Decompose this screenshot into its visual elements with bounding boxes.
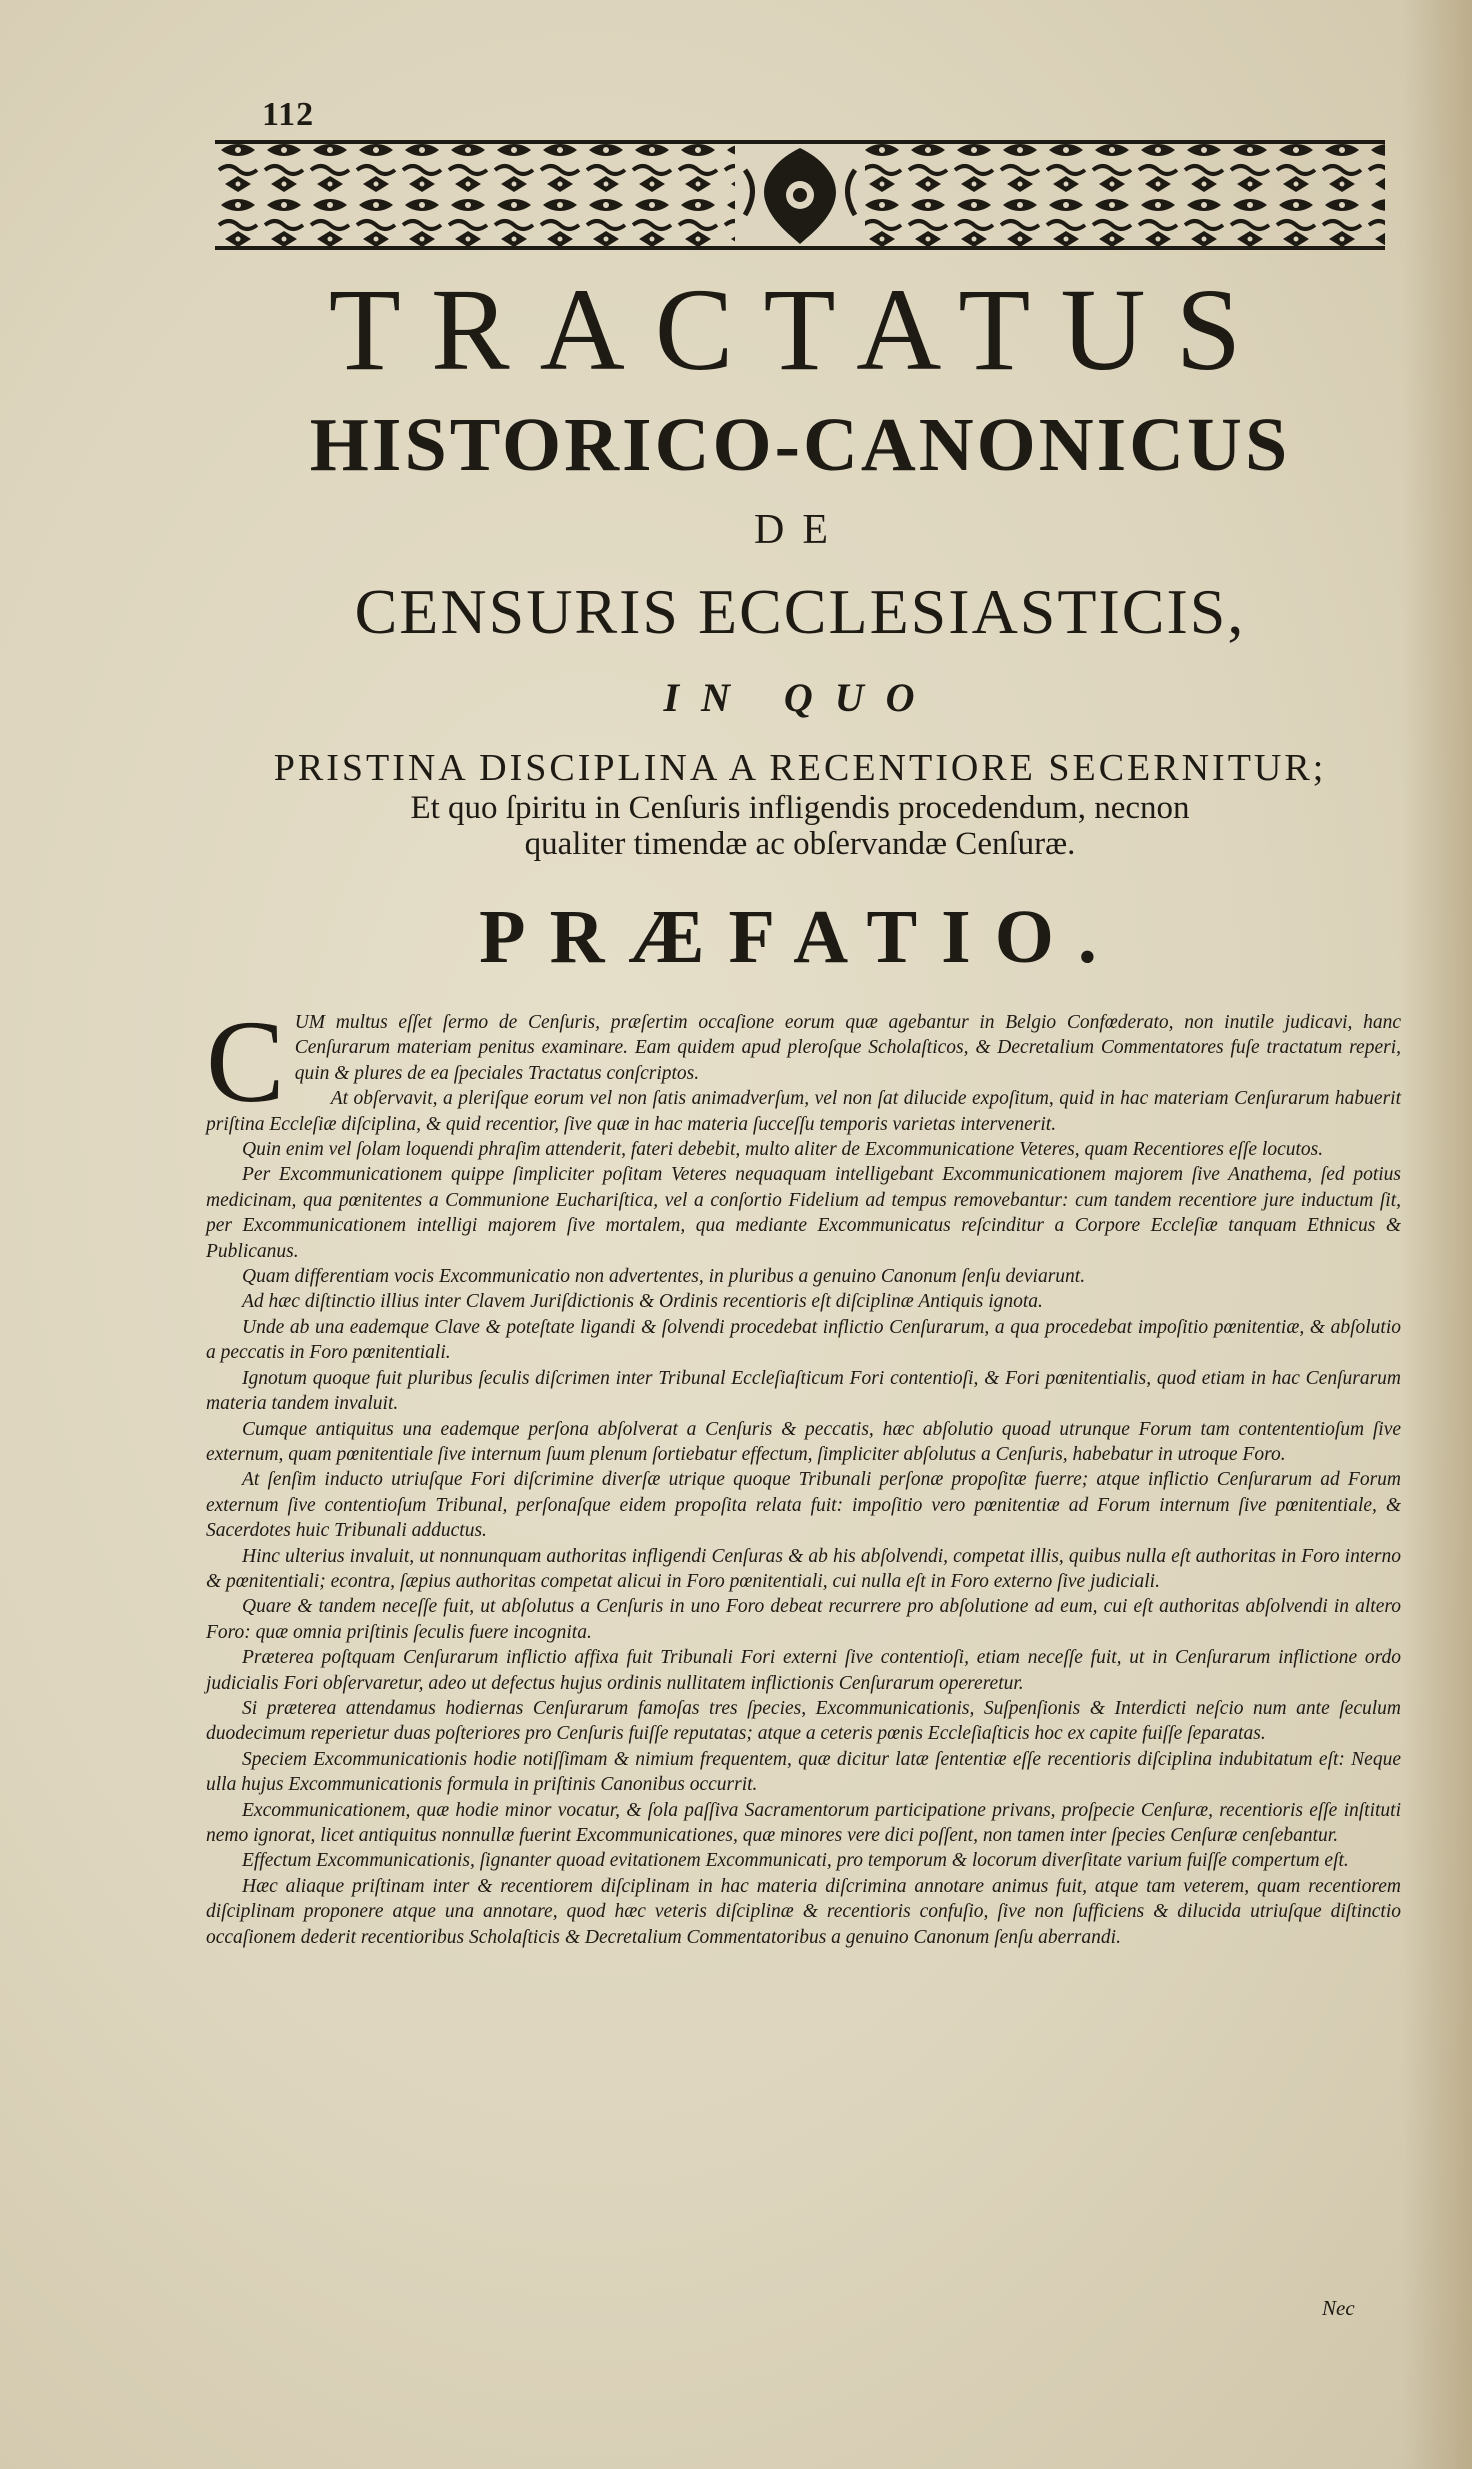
paragraph-1: CUM multus eſſet ſermo de Cenſuris, præſertim occaſione eorum quæ agebantur in Belgio Confœderato, non inutile judicavi, hanc Cenſurarum materiam penitus examinare. Eam quidem apud pleroſque Scholaſticos, & Decretalium Commentatores fuſe tractatum reperi, quin & plures de ea ſpeciales Tractatus conſcriptos. — [206, 996, 1401, 1127]
paragraph-14: Si præterea attendamus hodiernas Cenſurarum famoſas tres ſpecies, Excommunicationis, Suſpenſionis & Interdicti neſcio num ante ſeculum duodecimum reperietur duas poſteriores pro Cenſuris fuiſſe reputatas; atque a ceteris pœnis Eccleſiaſticis hoc ex capite fuiſſe ſeparatas. — [206, 1697, 1401, 1745]
title-historico-canonicus: HISTORICO-CANONICUS — [309, 403, 1291, 487]
page-number: 112 — [262, 96, 315, 133]
subtitle-pristina: PRISTINA DISCIPLINA A RECENTIORE SECERNITUR; — [273, 747, 1327, 789]
paragraph-12: Quare & tandem neceſſe fuit, ut abſolutus a Cenſuris in uno Foro debeat recurrere pro abſolutione ad eum, cui eſt authoritas abſolvendi in altero Foro: quæ omnia priſtinis ſeculis fuere incognita. — [206, 1596, 1401, 1643]
preface-text — [206, 996, 1401, 1950]
paragraph-7: Unde ab una eademque Clave & poteſtate ligandi & ſolvendi procedebat inflictio Cenſurarum, a qua procedebat impoſitio pœnitentiæ, & abſolutio a peccatis in Foro pœnitentiali. — [206, 1316, 1401, 1364]
paragraph-4: Per Excommunicationem quippe ſimpliciter poſitam Veteres nequaquam intelligebant Excommunicationem majorem ſive Anathema, ſed potius medicinam, qua pœnitentes a Communione Euchariſtica, vel a conſortio Fidelium ad tempus removebantur: cum tandem recentiore jure inductum ſit, per Excommunicationem intelligi majorem ſive mortalem, qua mediante Excommunicatus reſcinditur a Corpore Eccleſiæ tanquam Ethnicus & Publicanus. — [206, 1164, 1401, 1262]
heading-praefatio: PRÆFATIO. — [479, 895, 1121, 979]
paragraph-5: Quam differentiam vocis Excommunicatio non advertentes, in pluribus a genuino Canonum ſenſu deviarunt. — [242, 1266, 1086, 1288]
drop-cap: C — [206, 996, 285, 1127]
paragraph-3: Quin enim vel ſolam loquendi phraſim attenderit, fateri debebit, multo aliter de Excommunicatione Veteres, quam Recentiores eſſe locutos. — [242, 1139, 1324, 1161]
catchword: Nec — [1322, 2296, 1355, 2320]
paragraph-10: At ſenſim inducto utriuſque Fori diſcrimine diverſæ utrique quoque Tribunali perſonæ propoſitæ fuerre; atque inflictio Cenſurarum ad Forum externum ſive contentioſum Tribunal, perſonaſque eidem propoſita relata fuit: impoſitio vero pœnitentiæ ad Forum internum ſive pœnitentiale, & Sacerdotes huic Tribunali adductus. — [206, 1469, 1401, 1542]
title-tractatus: TRACTATUS — [328, 264, 1272, 395]
title-block — [200, 264, 1400, 982]
decorative-headpiece-icon — [215, 140, 1385, 250]
paragraph-8: Ignotum quoque fuit pluribus ſeculis diſcrimen inter Tribunal Eccleſiaſticum Fori contentioſi, & Fori pœnitentialis, quod etiam in hac Cenſurarum materia tandem invaluit. — [206, 1367, 1401, 1415]
paragraph-11: Hinc ulterius invaluit, ut nonnunquam authoritas infligendi Cenſuras & ab his abſolvendi, competat illis, quibus nulla eſt authoritas in Foro interno & pœnitentiali; econtra, ſæpius authoritas competat alicui in Foro pœnitentiali, cui nulla eſt in Foro externo ſive judiciali. — [206, 1545, 1401, 1592]
paragraph-13: Præterea poſtquam Cenſurarum inflictio affixa fuit Tribunali Fori externi ſive contentioſi, etiam neceſſe fuit, ut in Cenſurarum inflictione ordo judicialis Fori obſervaretur, adeo ut defectus hujus ordinis nullitatem inflictionis Cenſurarum opereretur. — [206, 1647, 1401, 1694]
paragraph-16: Excommunicationem, quæ hodie minor vocatur, & ſola paſſiva Sacramentorum participatione privans, proſpecie Cenſuræ, recentioris eſſe inſtituti nemo ignorat, licet antiquitus nonnullæ fuerint Excommunicationes, quæ minores vere dici poſſent, non tamen inter ſpecies Cenſuræ cenſebantur. — [206, 1799, 1401, 1846]
paragraph-2: At obſervavit, a pleriſque eorum vel non ſatis animadverſum, vel non ſat dilucide expoſitum, quid in hac materiam Cenſurarum habuerit priſtina Eccleſiæ diſciplina, & quid recentior, ſive quæ in hac materia ſucceſſu temporis varietas intervenerit. — [206, 1088, 1401, 1135]
title-de: DE — [754, 507, 846, 553]
paragraph-6: Ad hæc diſtinctio illius inter Clavem Juriſdictionis & Ordinis recentioris eſt diſciplinæ Antiquis ignota. — [242, 1291, 1043, 1313]
subtitle-spiritu: Et quo ſpiritu in Cenſuris infligendis procedendum, necnon — [410, 790, 1190, 826]
paragraph-17: Effectum Excommunicationis, ſignanter quoad evitationem Excommunicati, pro temporum & locorum diverſitate varium fuiſſe compertum eſt. — [242, 1850, 1349, 1872]
paragraph-15: Speciem Excommunicationis hodie notiſſimam & nimium frequentem, quæ dicitur latæ ſententiæ eſſe recentioris diſciplina indubitatum eſt: Neque ulla hujus Excommunicationis formula in priſtinis Canonibus occurrit. — [206, 1748, 1401, 1796]
title-censuris: CENSURIS ECCLESIASTICIS, — [354, 576, 1246, 647]
paragraph-9: Cumque antiquitus una eademque perſona abſolverat a Cenſuris & peccatis, hæc abſolutio quoad utrunque Forum tam contententioſum ſive externum, quam pœnitentiale ſive internum ſuum plenum ſortiebatur effectum, ſimpliciter abſolutus a Cenſuris, habebatur in utroque Foro. — [206, 1418, 1401, 1465]
title-in-quo: IN QUO — [663, 675, 937, 720]
paragraph-18: Hæc aliaque priſtinam inter & recentiorem diſciplinam in hac materia diſcrimina annotare animus fuit, atque tam veterem, quam recentiorem diſciplinam proponere atque una annotare, quod hæc veteris diſciplinæ & recentioris confuſio, ſive non ſufficiens & dilucida utriuſque diſtinctio occaſionem dederit recentioribus Scholaſticis & Decretalium Commentatoribus a genuino Canonum ſenſu aberrandi. — [206, 1875, 1401, 1948]
subtitle-qualiter: qualiter timendæ ac obſervandæ Cenſuræ. — [524, 826, 1076, 862]
binding-shadow — [1402, 0, 1472, 2469]
